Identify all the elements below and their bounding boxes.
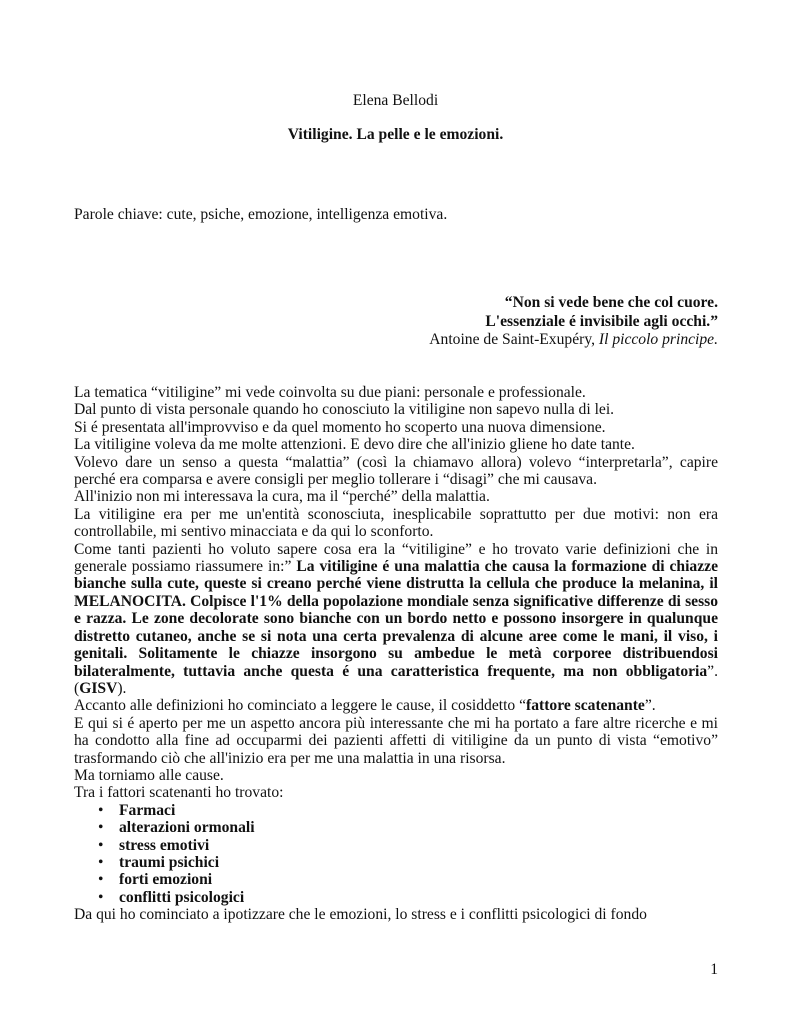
paragraph: Da qui ho cominciato a ipotizzare che le emozioni, lo stress e i conflitti psicologici di fondo [74, 906, 647, 924]
epigraph-attribution [158, 331, 718, 349]
definition-text: La vitiligine é una malattia che causa la formazione di chiazze bianche sulla cute, queste si creano perché viene distrutta la cellula che produce la melanina, il MELANOCITA. Colpisce l'1% della popolazione mondiale senza significative differenze di sesso e razza. Le zone decolorate sono bianche con un bordo netto e possono insorgere in qualunque distretto cutaneo, anche se si nota una certa prevalenza di alcune aree come le mani, il viso, i genitali. Solitamente le chiazze insorgono su ambedue le metà corporee distribuendosi bilateralmente, tuttavia anche questa é una caratteristica frequente, ma non obbligatoria [74, 558, 718, 680]
paragraph: Volevo dare un senso a questa “malattia” (così la chiamavo allora) volevo “interpretarla”, capire perché era comparsa e avere consigli per meglio tollerare i “disagi” che mi causava. [74, 453, 718, 489]
epigraph-author: Antoine de Saint-Exupéry, [429, 331, 599, 348]
definition-lead: Come tanti pazienti ho voluto sapere cosa era la “vitiligine” e ho trovato varie definizioni che in generale possiamo riassumere in:” [74, 540, 718, 576]
paragraph: Ma torniamo alle cause. [74, 766, 224, 784]
epigraph-line-2: L'essenziale é invisibile agli occhi.” [485, 313, 718, 330]
paragraph: E qui si é aperto per me un aspetto ancora più interessante che mi ha portato a fare altre ricerche e mi ha condotto alla fine ad occuparmi dei pazienti affetti di vitiligine da un punto di vista “emotivo” trasformando ciò che all'inizio era per me una malattia in una risorsa. [74, 714, 718, 767]
definition-source: GISV [79, 679, 118, 697]
definition-close: ). [117, 679, 127, 697]
paragraph: La tematica “vitiligine” mi vede coinvolta su due piani: personale e professionale. [74, 384, 586, 401]
causes-tail: ”. [644, 697, 656, 715]
list-item: • forti emozioni [74, 871, 718, 888]
epigraph-work: Il piccolo principe. [598, 331, 718, 348]
list-item: • Farmaci [74, 802, 718, 819]
paragraph: Dal punto di vista personale quando ho conosciuto la vitiligine non sapevo nulla di lei. [74, 401, 615, 419]
list-item: • conflitti psicologici [74, 889, 718, 906]
list-item: • stress emotivi [74, 837, 718, 854]
paragraph: La vitiligine voleva da me molte attenzioni. E devo dire che all'inizio gliene ho date tante. [74, 436, 635, 454]
page-number: 1 [710, 961, 718, 978]
paragraph: Tra i fattori scatenanti ho trovato: [74, 784, 284, 802]
author-name: Elena Bellodi [352, 92, 439, 109]
paragraph: Si é presentata all'improvviso e da quel momento ho scoperto una nuova dimensione. [74, 418, 606, 436]
definition-paragraph [74, 541, 718, 698]
paragraph: La vitiligine era per me un'entità sconosciuta, inesplicabile soprattutto per due motivi: non era controllabile, mi sentivo minacciata e da qui lo sconforto. [74, 505, 718, 541]
causes-term: fattore scatenante [526, 697, 645, 715]
causes-lead: Accanto alle definizioni ho cominciato a leggere le cause, il cosiddetto “ [74, 697, 527, 715]
document-title: Vitiligine. La pelle e le emozioni. [287, 126, 504, 143]
keywords-line: Parole chiave: cute, psiche, emozione, intelligenza emotiva. [74, 206, 448, 223]
triggers-list [74, 802, 718, 906]
definition-tail: ”. ( [74, 662, 718, 697]
paragraph: All'inizio non mi interessava la cura, ma il “perché” della malattia. [74, 488, 490, 506]
epigraph-line-1: “Non si vede bene che col cuore. [504, 294, 718, 311]
list-item: • traumi psichici [74, 854, 718, 871]
causes-paragraph [74, 697, 718, 714]
list-item: • alterazioni ormonali [74, 819, 718, 836]
body-text [74, 384, 718, 924]
